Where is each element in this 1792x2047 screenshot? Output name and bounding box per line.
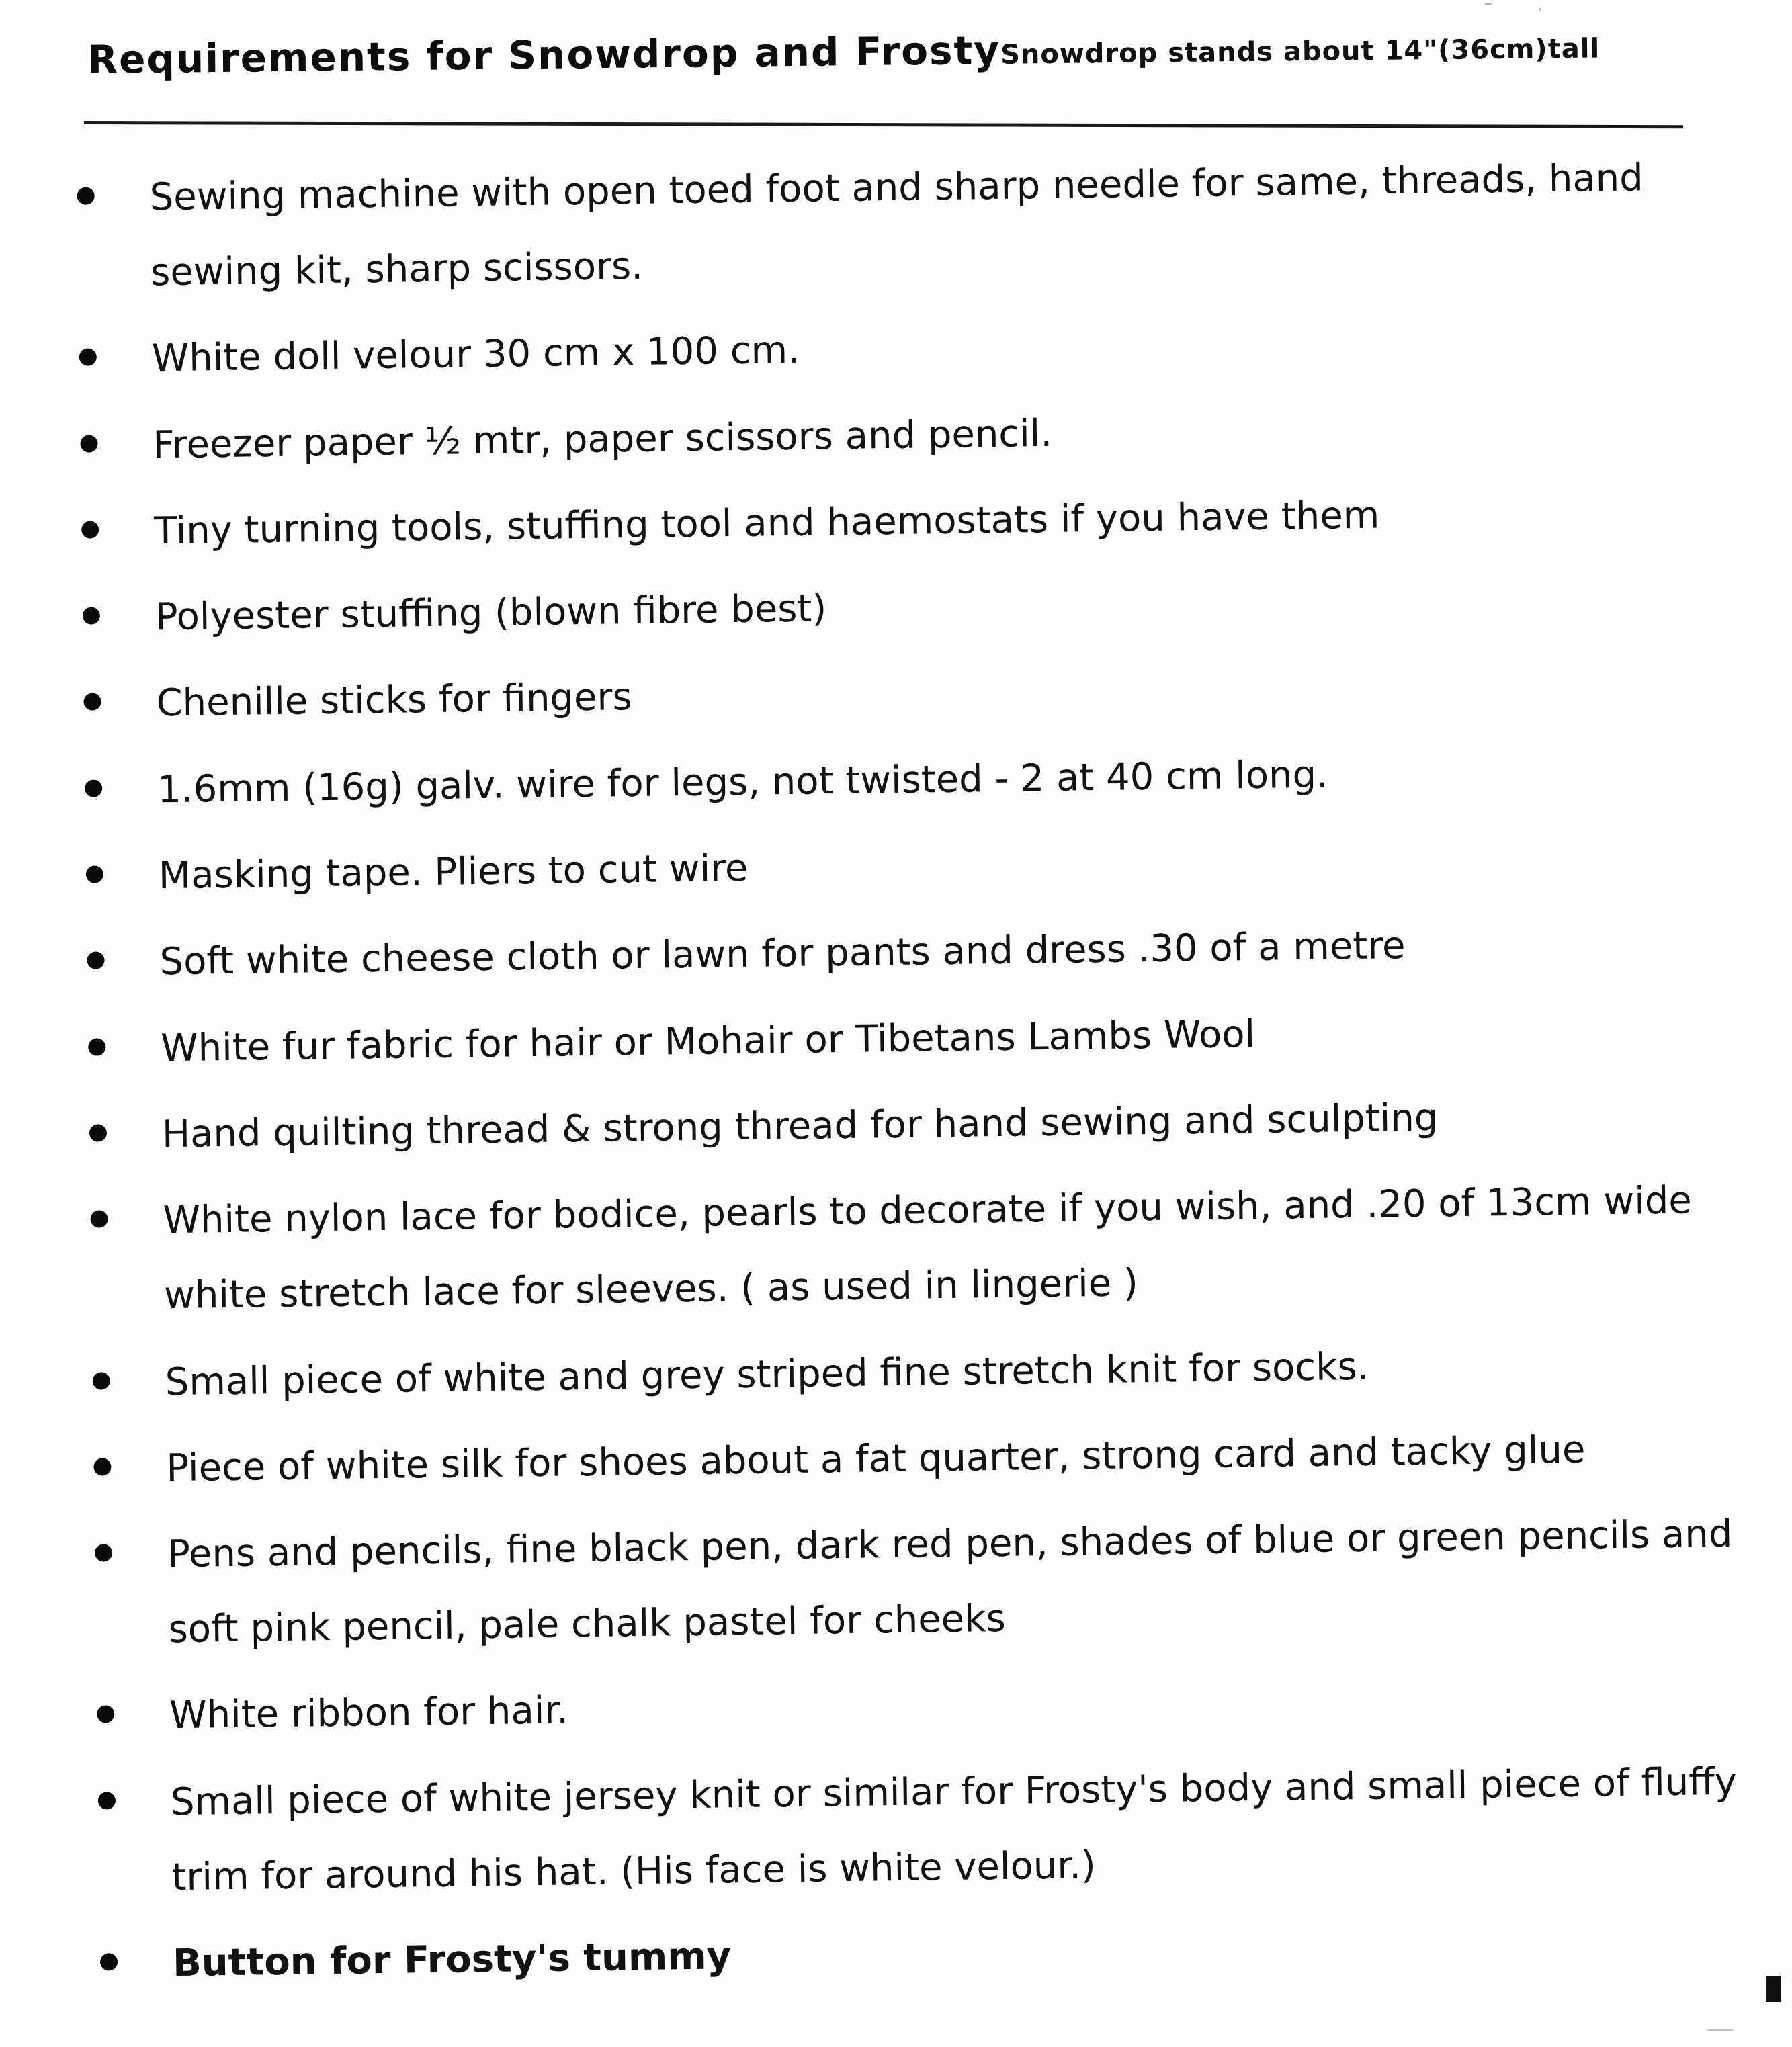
requirement-item [84,1410,1778,1508]
scan-speck [1539,8,1541,11]
requirement-text: Chenille sticks for fingers [156,675,633,726]
requirement-text: Button for Frosty's tummy [172,1934,732,1986]
requirement-item [69,300,1763,398]
requirement-item [77,904,1771,1001]
requirement-text: Piece of white silk for shoes about a fat quarter, strong card and tacky glue [166,1428,1586,1491]
requirement-item [75,732,1769,829]
requirement-text: Tiny turning tools, stuffing tool and haemostats if you have them [153,493,1380,554]
requirement-item [87,1657,1781,1755]
requirement-text: Pens and pencils, fine black pen, dark red pen, shades of blue or green pencils and soft pink pencil, pale chalk pastel for cheeks [167,1512,1733,1652]
page-header [87,20,1687,97]
requirement-text: White fur fabric for hair or Mohair or Tibetans Lambs Wool [160,1012,1256,1070]
bullet-icon [83,607,100,625]
requirement-item [73,559,1766,656]
requirement-text: Small piece of white and grey striped fine stretch knit for socks. [165,1344,1369,1404]
bullet-icon [77,187,95,204]
requirement-text: White doll velour 30 cm x 100 cm. [151,329,800,381]
bullet-icon [83,693,101,711]
requirement-text: Hand quilting thread & strong thread for hand sewing and sculpting [161,1096,1439,1157]
bullet-icon [86,865,103,883]
page-title: Requirements for Snowdrop and Frosty [87,27,1001,83]
requirement-item [71,387,1764,484]
requirement-text: 1.6mm (16g) galv. wire for legs, not twisted - 2 at 40 cm long. [157,752,1329,812]
bullet-icon [100,1953,118,1970]
requirement-item [72,473,1766,570]
requirement-text: Soft white cheese cloth or lawn for pants and dress .30 of a metre [159,924,1406,984]
bullet-icon [95,1544,112,1561]
requirement-item [83,1323,1777,1421]
bullet-icon [85,779,102,797]
bullet-icon [93,1458,111,1475]
bullet-icon [89,1124,107,1141]
bullet-icon [79,349,97,366]
requirement-item [85,1496,1780,1669]
scan-edge-mark [1766,1976,1781,2002]
bullet-icon [98,1792,116,1809]
bullet-icon [97,1706,114,1723]
bullet-icon [90,1211,108,1228]
bullet-icon [80,435,97,452]
requirement-item [88,1744,1783,1917]
header-divider [84,121,1683,128]
requirement-item [76,818,1770,915]
requirement-item [90,1905,1784,2003]
requirement-item [79,990,1773,1088]
scan-speck [1707,2029,1734,2031]
bullet-icon [87,952,104,969]
requirement-text: Polyester stuffing (blown fibre best) [155,586,827,640]
bullet-icon [81,521,99,538]
bullet-icon [88,1038,105,1055]
requirement-text: White nylon lace for bodice, pearls to decorate if you wish, and .20 of 13cm wide white stretch lace for sleeves. ( as used in lingerie ) [163,1178,1693,1318]
requirement-text: Freezer paper ½ mtr, paper scissors and pencil. [153,411,1053,467]
requirement-item [67,139,1762,312]
requirement-item [81,1162,1776,1335]
requirement-text: Small piece of white jersey knit or similar for Frosty's body and small piece of fluffy trim for around his hat. (His face is white velour.) [170,1759,1738,1899]
page-subtitle: Snowdrop stands about 14"(36cm)tall [1000,33,1601,71]
requirement-text: White ribbon for hair. [169,1688,569,1738]
requirement-item [79,1076,1773,1174]
bullet-icon [93,1372,110,1389]
scan-speck [1485,3,1492,5]
requirements-list [67,139,1785,2013]
requirement-text: Sewing machine with open toed foot and sharp needle for same, threads, hand sewing kit, sharp scissors. [149,156,1644,295]
requirement-text: Masking tape. Pliers to cut wire [158,846,749,898]
requirement-item [74,645,1768,742]
